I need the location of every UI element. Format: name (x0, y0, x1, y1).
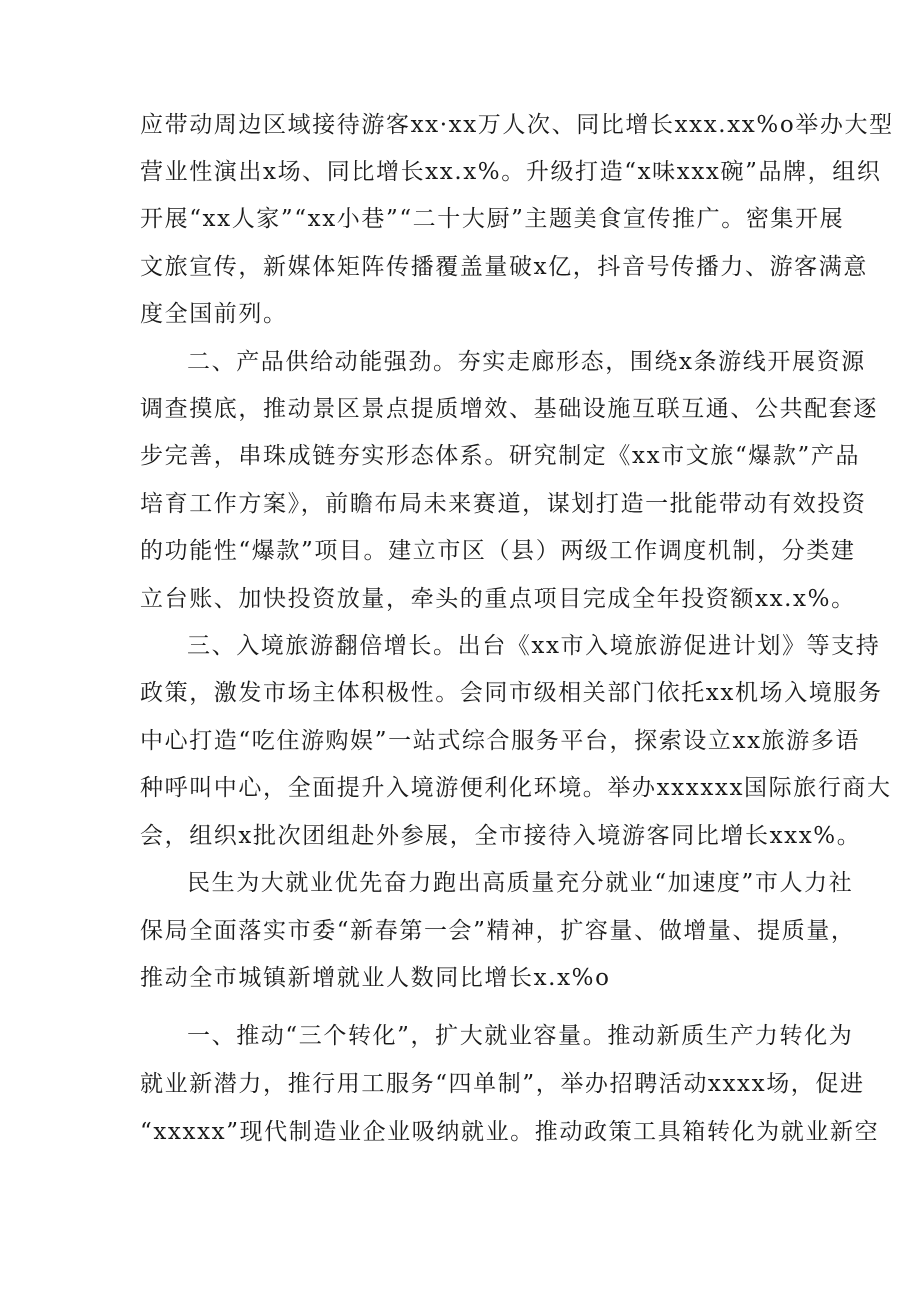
text-line: 保局全面落实市委“新春第一会”精神，扩容量、做增量、提质量， (140, 918, 856, 944)
text-line: 营业性演出x场、同比增长xx.x%。升级打造“x味xxx碗”品牌，组织 (140, 159, 882, 185)
text-line: 的功能性“爆款”项目。建立市区（县）两级工作调度机制，分类建 (140, 538, 856, 564)
text-line: 三、入境旅游翻倍增长。出台《xx市入境旅游促进计划》等支持 (187, 633, 881, 659)
text-line: 会，组织x批次团组赴外参展，全市接待入境游客同比增长xxx%。 (140, 823, 862, 849)
text-line: 政策，激发市场主体积极性。会同市级相关部门依托xx机场入境服务 (140, 680, 883, 706)
text-line: 二、产品供给动能强劲。夯实走廊形态，围绕x条游线开展资源 (187, 349, 866, 375)
text-line: 步完善，串珠成链夯实形态体系。研究制定《xx市文旅“爆款”产品 (140, 443, 861, 469)
text-line: 一、推动“三个转化”，扩大就业容量。推动新质生产力转化为 (187, 1023, 854, 1049)
text-line: 推动全市城镇新增就业人数同比增长x.x%o (140, 965, 611, 991)
text-line: 中心打造“吃住游购娱”一站式综合服务平台，探索设立xx旅游多语 (140, 728, 861, 754)
text-line: “xxxxx”现代制造业企业吸纳就业。推动政策工具箱转化为就业新空 (140, 1119, 880, 1145)
text-line: 文旅宣传，新媒体矩阵传播覆盖量破x亿，抖音号传播力、游客满意 (140, 254, 868, 280)
text-line: 民生为大就业优先奋力跑出高质量充分就业“加速度”市人力社 (187, 870, 854, 896)
text-line: 度全国前列。 (140, 301, 288, 327)
text-line: 开展“xx人家”“xx小巷”“二十大厨”主题美食宣传推广。密集开展 (140, 206, 845, 232)
text-line: 培育工作方案》，前瞻布局未来赛道，谋划打造一批能带动有效投资 (140, 491, 867, 517)
text-line: 立台账、加快投资放量，牵头的重点项目完成全年投资额xx.x%。 (140, 586, 856, 612)
text-line: 调查摸底，推动景区景点提质增效、基础设施互联互通、公共配套逐 (140, 396, 878, 422)
text-line: 应带动周边区域接待游客xx·xx万人次、同比增长xxx.xx%o举办大型 (140, 112, 894, 138)
text-line: 种呼叫中心，全面提升入境游便利化环境。举办xxxxxx国际旅行商大 (140, 775, 892, 801)
text-line: 就业新潜力，推行用工服务“四单制”，举办招聘活动xxxx场，促进 (140, 1071, 865, 1097)
